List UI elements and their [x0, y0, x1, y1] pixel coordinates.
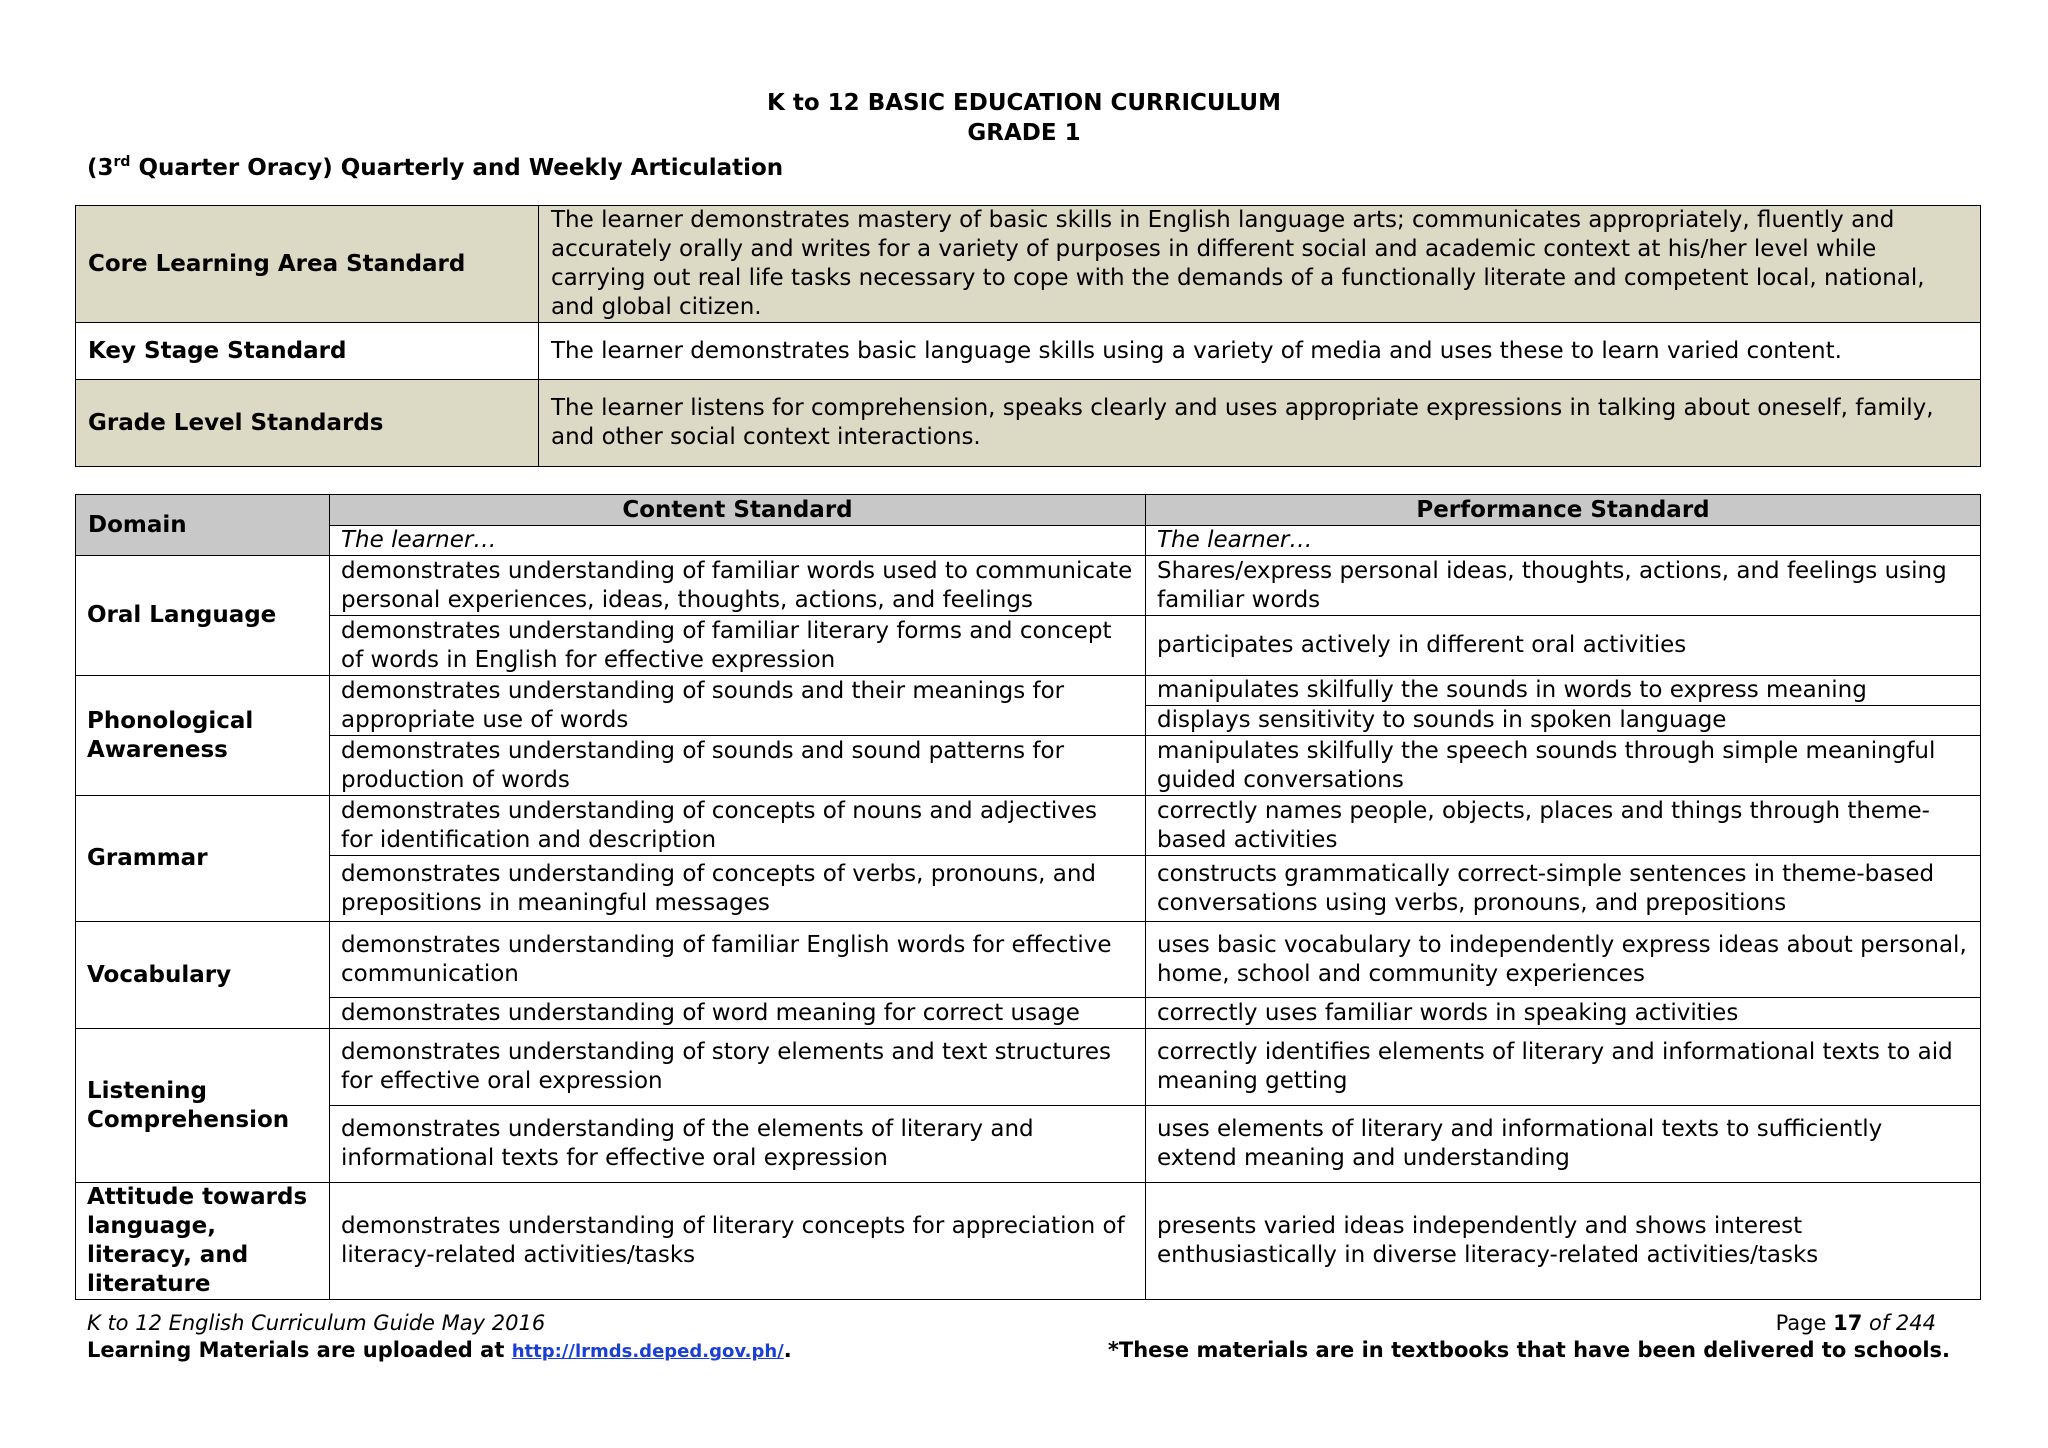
grade-title: GRADE 1 — [967, 120, 1081, 146]
standards-row-core — [76, 206, 1981, 323]
standards-table — [75, 205, 1981, 467]
domain-attitude: Attitude towards language, literacy, and literature — [76, 1183, 330, 1300]
performance-standard-cell: manipulates skilfully the speech sounds through simple meaningful guided conversations — [1146, 736, 1981, 796]
footer-upload-note: Learning Materials are uploaded at http://lrmds.deped.gov.ph/. — [87, 1338, 792, 1362]
footer-guide: K to 12 English Curriculum Guide May 2016 — [87, 1311, 546, 1335]
standards-row-key-stage — [76, 323, 1981, 380]
domain-vocabulary: Vocabulary — [76, 922, 330, 1029]
domain-phonological-awareness: Phonological Awareness — [76, 676, 330, 796]
performance-standard-cell: Shares/express personal ideas, thoughts, actions, and feelings using familiar words — [1146, 556, 1981, 616]
table-row — [76, 736, 1981, 796]
table-row — [76, 616, 1981, 676]
table-row — [76, 998, 1981, 1029]
performance-standard-cell: presents varied ideas independently and shows interest enthusiastically in diverse literacy-related activities/tasks — [1146, 1183, 1981, 1300]
performance-learner-label: The learner… — [1146, 526, 1981, 556]
standard-text: The learner demonstrates mastery of basic skills in English language arts; communicates appropriately, fluently and accurately orally and writes for a variety of purposes in different social and academic context at his/her level while carrying out real life tasks necessary to cope with the demands of a functionally literate and competent local, national, and global citizen. — [539, 206, 1981, 323]
standard-label: Core Learning Area Standard — [76, 206, 539, 323]
content-standard-header: Content Standard — [330, 495, 1146, 526]
domain-table — [75, 494, 1981, 1300]
domain-listening-comprehension: Listening Comprehension — [76, 1029, 330, 1183]
performance-standard-cell: correctly names people, objects, places and things through theme-based activities — [1146, 796, 1981, 856]
content-standard-cell: demonstrates understanding of concepts of nouns and adjectives for identification and description — [330, 796, 1146, 856]
content-standard-cell: demonstrates understanding of literary concepts for appreciation of literacy-related activities/tasks — [330, 1183, 1146, 1300]
content-standard-cell: demonstrates understanding of concepts of verbs, pronouns, and prepositions in meaningful messages — [330, 856, 1146, 922]
performance-standard-cell: correctly uses familiar words in speaking activities — [1146, 998, 1981, 1029]
standard-text: The learner demonstrates basic language skills using a variety of media and uses these to learn varied content. — [539, 323, 1981, 380]
performance-standard-cell: constructs grammatically correct-simple sentences in theme-based conversations using verbs, pronouns, and prepositions — [1146, 856, 1981, 922]
table-row — [76, 922, 1981, 998]
content-standard-cell: demonstrates understanding of familiar literary forms and concept of words in English for effective expression — [330, 616, 1146, 676]
standard-text: The learner listens for comprehension, speaks clearly and uses appropriate expressions in talking about oneself, family, and other social context interactions. — [539, 380, 1981, 467]
standard-label: Grade Level Standards — [76, 380, 539, 467]
table-row — [76, 856, 1981, 922]
performance-standard-header: Performance Standard — [1146, 495, 1981, 526]
standard-label: Key Stage Standard — [76, 323, 539, 380]
table-row — [76, 796, 1981, 856]
domain-header: Domain — [76, 495, 330, 556]
quarter-title: (3rd Quarter Oracy) Quarterly and Weekly Articulation — [87, 154, 784, 181]
page-number: Page 17 of 244 — [1775, 1311, 1936, 1335]
table-row — [76, 676, 1981, 706]
content-learner-label: The learner… — [330, 526, 1146, 556]
table-row — [76, 1029, 1981, 1106]
domain-oral-language: Oral Language — [76, 556, 330, 676]
content-standard-cell: demonstrates understanding of story elements and text structures for effective oral expression — [330, 1029, 1146, 1106]
performance-standard-cell: uses basic vocabulary to independently express ideas about personal, home, school and community experiences — [1146, 922, 1981, 998]
table-row — [76, 1106, 1981, 1183]
content-standard-cell: demonstrates understanding of sounds and their meanings for appropriate use of words — [330, 676, 1146, 736]
domain-header-row — [76, 495, 1981, 526]
table-row — [76, 556, 1981, 616]
performance-standard-cell: correctly identifies elements of literary and informational texts to aid meaning getting — [1146, 1029, 1981, 1106]
footer-textbook-note: *These materials are in textbooks that have been delivered to schools. — [1107, 1338, 1950, 1362]
content-standard-cell: demonstrates understanding of familiar words used to communicate personal experiences, ideas, thoughts, actions, and feelings — [330, 556, 1146, 616]
content-standard-cell: demonstrates understanding of word meaning for correct usage — [330, 998, 1146, 1029]
table-row — [76, 1183, 1981, 1300]
domain-grammar: Grammar — [76, 796, 330, 922]
performance-standard-cell: displays sensitivity to sounds in spoken language — [1146, 706, 1981, 736]
content-standard-cell: demonstrates understanding of sounds and sound patterns for production of words — [330, 736, 1146, 796]
lrmds-link[interactable]: http://lrmds.deped.gov.ph/ — [511, 1341, 784, 1362]
performance-standard-cell: participates actively in different oral activities — [1146, 616, 1981, 676]
standards-row-grade-level — [76, 380, 1981, 467]
learner-row — [76, 526, 1981, 556]
content-standard-cell: demonstrates understanding of familiar English words for effective communication — [330, 922, 1146, 998]
performance-standard-cell: uses elements of literary and informational texts to sufficiently extend meaning and understanding — [1146, 1106, 1981, 1183]
content-standard-cell: demonstrates understanding of the elements of literary and informational texts for effective oral expression — [330, 1106, 1146, 1183]
performance-standard-cell: manipulates skilfully the sounds in words to express meaning — [1146, 676, 1981, 706]
document-title: K to 12 BASIC EDUCATION CURRICULUM — [767, 90, 1281, 116]
